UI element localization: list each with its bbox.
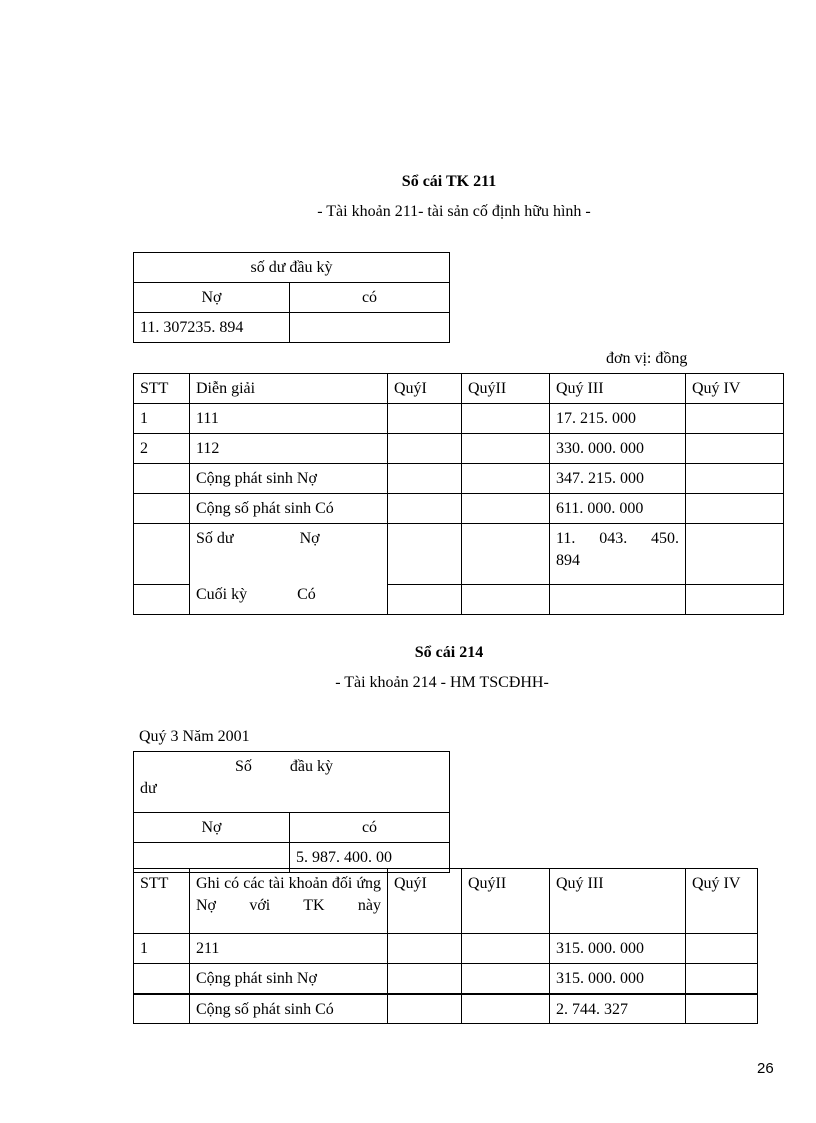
closing-debit-value-line1: 11. 043. 450. <box>556 530 679 547</box>
table-cell: 2 <box>134 434 190 464</box>
unit-label: đơn vị: đồng <box>606 350 688 367</box>
opening-debit-label: Nợ <box>134 813 290 843</box>
closing-debit-value-line2: 894 <box>556 552 580 569</box>
table-cell <box>686 964 758 994</box>
table-cell <box>462 585 550 615</box>
ledger-211-table <box>133 373 784 615</box>
table-row <box>134 964 758 994</box>
column-header: Quý III <box>550 869 686 934</box>
ledger-214-title: Sổ cái 214 <box>414 644 484 661</box>
table-row <box>134 464 784 494</box>
period-label: Quý 3 Năm 2001 <box>139 728 250 745</box>
table-cell <box>462 464 550 494</box>
ledger-211-opening-balance-table <box>133 252 450 343</box>
closing-balance-label <box>190 524 388 615</box>
closing-debit-word: Nợ <box>299 530 320 547</box>
table-row <box>134 994 758 1024</box>
table-cell <box>462 524 550 585</box>
opening-header-word-2: đầu kỳ <box>289 758 334 775</box>
table-cell: 2. 744. 327 <box>550 994 686 1024</box>
table-cell <box>462 494 550 524</box>
ledger-211-title: Sổ cái TK 211 <box>401 173 497 190</box>
table-cell <box>388 585 462 615</box>
opening-balance-header <box>134 752 450 813</box>
table-cell <box>686 494 784 524</box>
column-header: QuýII <box>462 374 550 404</box>
table-cell <box>462 434 550 464</box>
closing-balance-row <box>134 524 784 585</box>
table-cell <box>686 524 784 585</box>
closing-debit-value <box>550 524 686 585</box>
table-cell <box>462 934 550 964</box>
table-cell: 315. 000. 000 <box>550 934 686 964</box>
table-cell <box>388 524 462 585</box>
column-header: STT <box>134 374 190 404</box>
ledger-211-subtitle: - Tài khoản 211- tài sản cố định hữu hình - <box>317 203 591 220</box>
table-cell <box>388 934 462 964</box>
column-header: QuýI <box>388 374 462 404</box>
opening-credit-value <box>290 313 450 343</box>
table-cell <box>686 404 784 434</box>
column-header: Quý IV <box>686 869 758 934</box>
table-cell <box>134 494 190 524</box>
column-header: STT <box>134 869 190 934</box>
ledger-214-subtitle: - Tài khoản 214 - HM TSCĐHH- <box>335 674 549 691</box>
table-cell: 1 <box>134 404 190 434</box>
table-cell: Cộng phát sinh Nợ <box>190 464 388 494</box>
table-cell: 315. 000. 000 <box>550 964 686 994</box>
table-cell: 1 <box>134 934 190 964</box>
table-cell: 17. 215. 000 <box>550 404 686 434</box>
table-cell: Cộng số phát sinh Có <box>190 994 388 1024</box>
table-cell: 111 <box>190 404 388 434</box>
table-cell <box>388 434 462 464</box>
column-header: Quý IV <box>686 374 784 404</box>
table-cell <box>134 524 190 585</box>
opening-credit-label: có <box>290 813 450 843</box>
table-cell <box>686 434 784 464</box>
column-header: Diễn giải <box>190 374 388 404</box>
table-row <box>134 404 784 434</box>
table-header-row <box>134 374 784 404</box>
table-cell: Cộng số phát sinh Có <box>190 494 388 524</box>
ledger-214-table <box>133 868 758 1024</box>
table-cell: 112 <box>190 434 388 464</box>
table-cell <box>388 994 462 1024</box>
table-cell <box>134 464 190 494</box>
table-cell <box>686 934 758 964</box>
opening-credit-label: có <box>290 283 450 313</box>
table-cell <box>134 994 190 1024</box>
table-row <box>134 934 758 964</box>
table-cell <box>134 964 190 994</box>
table-cell <box>462 404 550 434</box>
column-header: Quý III <box>550 374 686 404</box>
table-cell <box>134 585 190 615</box>
table-row <box>134 494 784 524</box>
table-cell: Cộng phát sinh Nợ <box>190 964 388 994</box>
opening-balance-header: số dư đầu kỳ <box>134 253 450 283</box>
table-cell <box>686 464 784 494</box>
table-cell <box>686 585 784 615</box>
page-number: 26 <box>757 1060 774 1077</box>
table-cell: 330. 000. 000 <box>550 434 686 464</box>
opening-header-word-1: Số <box>235 758 252 775</box>
closing-credit-value <box>550 585 686 615</box>
table-cell: 611. 000. 000 <box>550 494 686 524</box>
table-cell <box>388 494 462 524</box>
table-row <box>134 434 784 464</box>
column-header: QuýI <box>388 869 462 934</box>
closing-credit-word: Có <box>297 586 316 603</box>
opening-credit-value: 5. 987. 400. 00 <box>290 843 450 873</box>
table-header-row <box>134 869 758 934</box>
table-cell <box>462 964 550 994</box>
opening-header-word-3: dư <box>140 780 157 797</box>
ledger-214-opening-balance-table <box>133 751 450 873</box>
table-cell <box>388 964 462 994</box>
closing-balance-word: Số dư <box>196 530 234 547</box>
column-header: QuýII <box>462 869 550 934</box>
table-cell <box>462 994 550 1024</box>
closing-end-word: Cuối kỳ <box>196 586 248 603</box>
column-header: Ghi có các tài khoản đối ứng Nợ với TK này <box>190 869 388 934</box>
table-cell <box>388 404 462 434</box>
table-cell: 347. 215. 000 <box>550 464 686 494</box>
table-cell <box>686 994 758 1024</box>
opening-debit-value: 11. 307235. 894 <box>134 313 290 343</box>
table-cell <box>388 464 462 494</box>
opening-debit-label: Nợ <box>134 283 290 313</box>
table-cell: 211 <box>190 934 388 964</box>
